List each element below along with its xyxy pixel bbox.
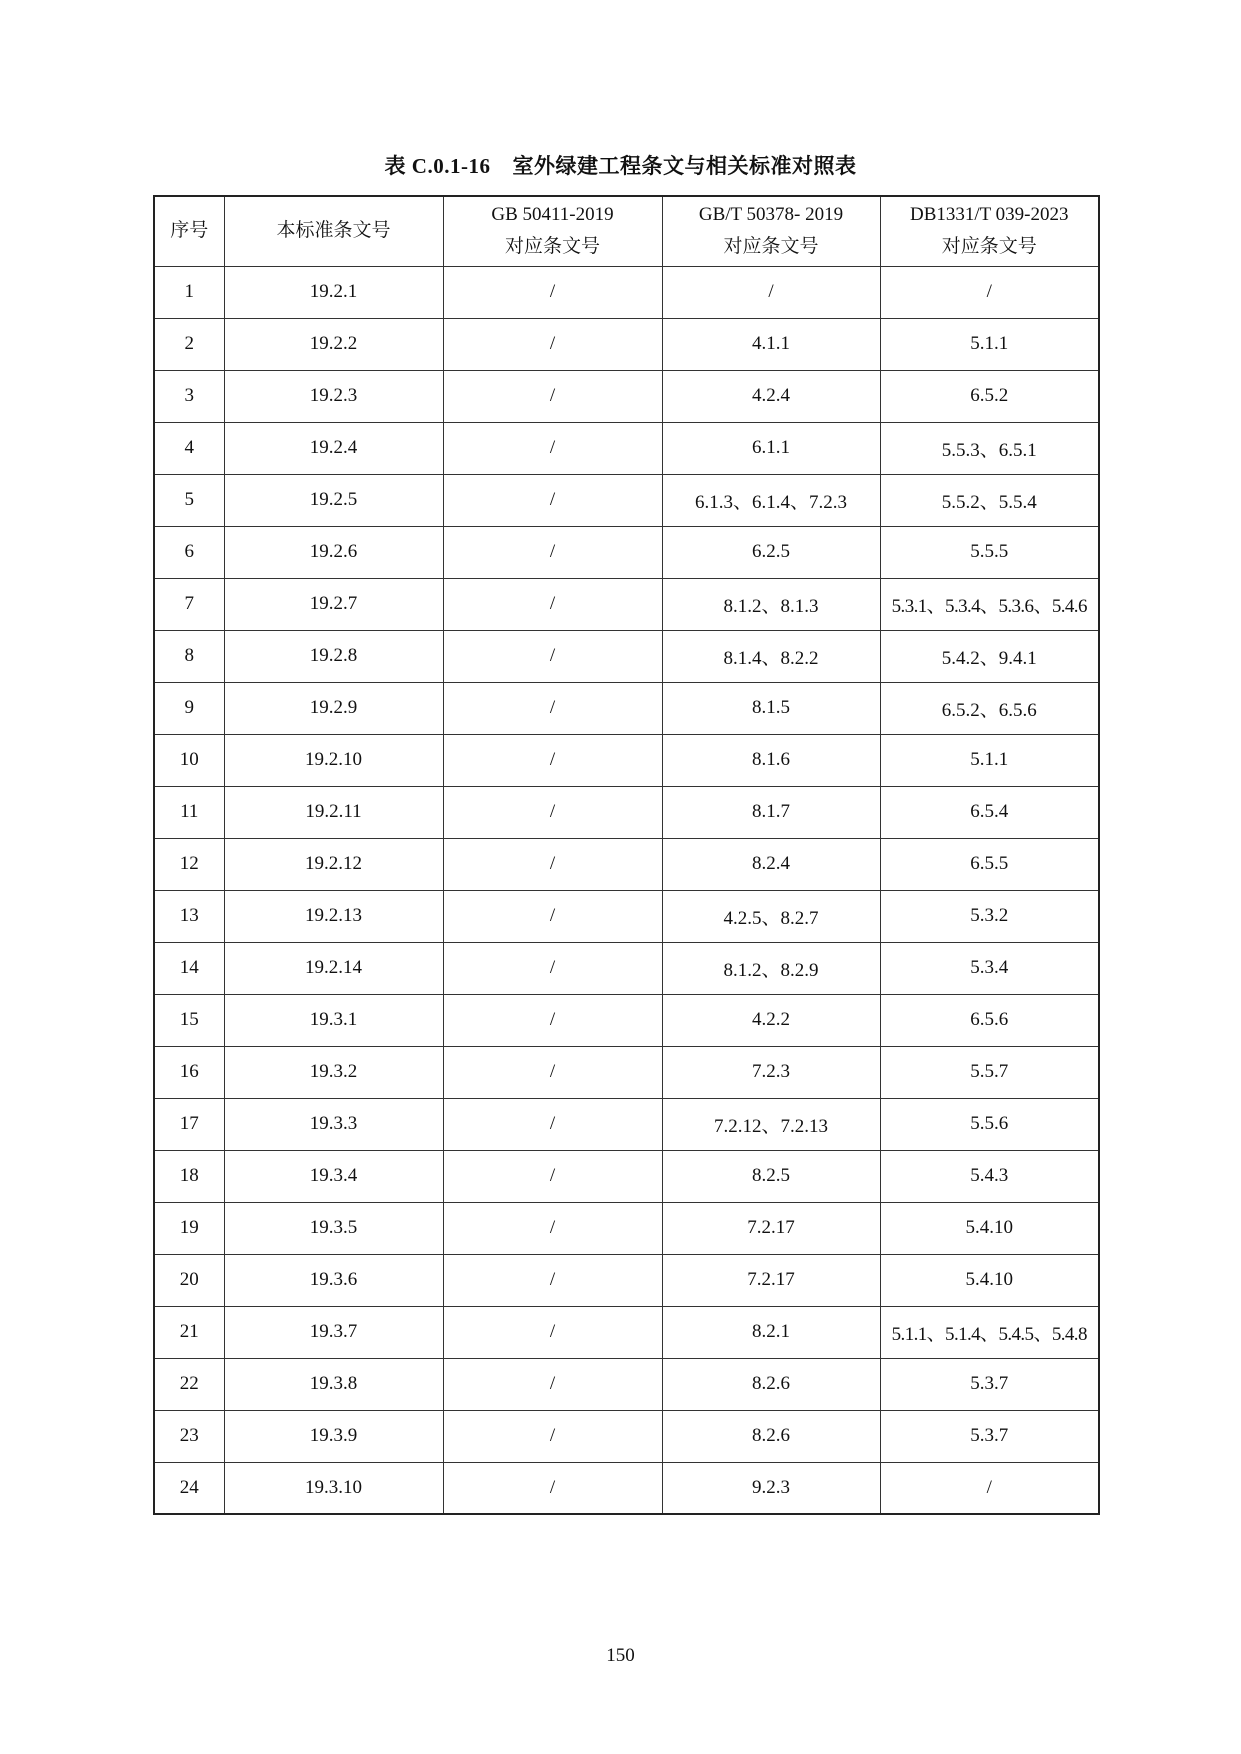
table-row: [154, 682, 1099, 734]
cell-db1331: 5.5.6: [880, 1098, 1099, 1150]
cell-seq: 16: [154, 1046, 224, 1098]
cell-gb50411: /: [443, 682, 662, 734]
table-row: [154, 474, 1099, 526]
cell-gb50411: /: [443, 1254, 662, 1306]
cell-clause: 19.2.6: [224, 526, 443, 578]
cell-seq: 18: [154, 1150, 224, 1202]
cell-db1331: 5.1.1: [880, 734, 1099, 786]
header-gbt50378-sub: 对应条文号: [723, 236, 819, 258]
comparison-table: [153, 195, 1100, 1515]
cell-clause: 19.2.10: [224, 734, 443, 786]
cell-clause: 19.3.7: [224, 1306, 443, 1358]
cell-seq: 9: [154, 682, 224, 734]
cell-db1331: 5.3.2: [880, 890, 1099, 942]
cell-gb50411: /: [443, 318, 662, 370]
cell-gb50411: /: [443, 890, 662, 942]
cell-clause: 19.3.10: [224, 1462, 443, 1514]
cell-gb50411: /: [443, 1462, 662, 1514]
header-gbt50378: [662, 196, 880, 266]
cell-db1331: 5.3.7: [880, 1358, 1099, 1410]
cell-db1331: 5.3.1、5.3.4、5.3.6、5.4.6: [880, 578, 1099, 630]
cell-db1331: 6.5.5: [880, 838, 1099, 890]
cell-gbt50378: 8.1.5: [662, 682, 880, 734]
cell-clause: 19.2.2: [224, 318, 443, 370]
table-row: [154, 1410, 1099, 1462]
cell-seq: 8: [154, 630, 224, 682]
cell-db1331: 5.5.5: [880, 526, 1099, 578]
header-gbt50378-standard: GB/T 50378- 2019: [698, 204, 844, 226]
table-row: [154, 578, 1099, 630]
table-row: [154, 526, 1099, 578]
cell-db1331: 6.5.2: [880, 370, 1099, 422]
cell-gbt50378: 8.1.2、8.1.3: [662, 578, 880, 630]
table-row: [154, 318, 1099, 370]
cell-clause: 19.2.3: [224, 370, 443, 422]
cell-gb50411: /: [443, 630, 662, 682]
cell-seq: 10: [154, 734, 224, 786]
cell-clause: 19.3.5: [224, 1202, 443, 1254]
cell-db1331: 5.5.7: [880, 1046, 1099, 1098]
cell-gbt50378: 4.2.2: [662, 994, 880, 1046]
cell-seq: 14: [154, 942, 224, 994]
cell-gb50411: /: [443, 526, 662, 578]
cell-db1331: 5.4.10: [880, 1202, 1099, 1254]
table-row: [154, 890, 1099, 942]
cell-clause: 19.2.7: [224, 578, 443, 630]
cell-seq: 1: [154, 266, 224, 318]
header-db1331-standard: DB1331/T 039-2023: [909, 204, 1069, 226]
cell-gb50411: /: [443, 266, 662, 318]
table-row: [154, 1046, 1099, 1098]
cell-clause: 19.3.4: [224, 1150, 443, 1202]
cell-gb50411: /: [443, 1306, 662, 1358]
table-label: 表 C.0.1-16: [384, 154, 491, 178]
cell-gb50411: /: [443, 370, 662, 422]
cell-clause: 19.2.13: [224, 890, 443, 942]
cell-gb50411: /: [443, 1202, 662, 1254]
cell-gbt50378: 4.1.1: [662, 318, 880, 370]
table-body: [154, 266, 1099, 1514]
cell-clause: 19.2.14: [224, 942, 443, 994]
table-row: [154, 422, 1099, 474]
cell-gbt50378: 8.2.6: [662, 1410, 880, 1462]
cell-clause: 19.2.11: [224, 786, 443, 838]
cell-clause: 19.2.1: [224, 266, 443, 318]
cell-db1331: 5.4.3: [880, 1150, 1099, 1202]
cell-db1331: 5.3.7: [880, 1410, 1099, 1462]
table-row: [154, 786, 1099, 838]
cell-gb50411: /: [443, 994, 662, 1046]
header-db1331: [880, 196, 1099, 266]
page-number: 150: [606, 1645, 635, 1666]
cell-gbt50378: 6.1.1: [662, 422, 880, 474]
cell-seq: 17: [154, 1098, 224, 1150]
cell-db1331: /: [880, 266, 1099, 318]
table-row: [154, 734, 1099, 786]
cell-db1331: 5.5.2、5.5.4: [880, 474, 1099, 526]
cell-seq: 7: [154, 578, 224, 630]
cell-gbt50378: 4.2.4: [662, 370, 880, 422]
cell-clause: 19.3.3: [224, 1098, 443, 1150]
cell-gbt50378: 6.1.3、6.1.4、7.2.3: [662, 474, 880, 526]
cell-gbt50378: 7.2.12、7.2.13: [662, 1098, 880, 1150]
cell-gbt50378: /: [662, 266, 880, 318]
cell-db1331: 5.4.2、9.4.1: [880, 630, 1099, 682]
cell-seq: 12: [154, 838, 224, 890]
cell-clause: 19.3.8: [224, 1358, 443, 1410]
table-row: [154, 994, 1099, 1046]
table-header-row: [154, 196, 1099, 266]
table-row: [154, 838, 1099, 890]
cell-gb50411: /: [443, 1150, 662, 1202]
table-row: [154, 1202, 1099, 1254]
cell-clause: 19.2.4: [224, 422, 443, 474]
cell-seq: 21: [154, 1306, 224, 1358]
table-row: [154, 1150, 1099, 1202]
table-row: [154, 942, 1099, 994]
cell-gbt50378: 8.2.4: [662, 838, 880, 890]
table-row: [154, 1462, 1099, 1514]
cell-gbt50378: 4.2.5、8.2.7: [662, 890, 880, 942]
cell-gbt50378: 6.2.5: [662, 526, 880, 578]
cell-gbt50378: 8.1.6: [662, 734, 880, 786]
cell-seq: 24: [154, 1462, 224, 1514]
cell-gbt50378: 9.2.3: [662, 1462, 880, 1514]
cell-clause: 19.3.2: [224, 1046, 443, 1098]
header-gb50411-standard: GB 50411-2019: [491, 204, 614, 226]
cell-gbt50378: 7.2.17: [662, 1254, 880, 1306]
cell-gbt50378: 8.1.4、8.2.2: [662, 630, 880, 682]
cell-gb50411: /: [443, 1046, 662, 1098]
cell-gbt50378: 7.2.17: [662, 1202, 880, 1254]
table-row: [154, 1306, 1099, 1358]
cell-seq: 3: [154, 370, 224, 422]
cell-clause: 19.2.12: [224, 838, 443, 890]
table-row: [154, 266, 1099, 318]
cell-gbt50378: 8.2.6: [662, 1358, 880, 1410]
cell-seq: 4: [154, 422, 224, 474]
header-db1331-sub: 对应条文号: [941, 236, 1037, 258]
cell-gb50411: /: [443, 474, 662, 526]
cell-seq: 22: [154, 1358, 224, 1410]
cell-seq: 6: [154, 526, 224, 578]
cell-clause: 19.2.9: [224, 682, 443, 734]
cell-db1331: 6.5.4: [880, 786, 1099, 838]
table-row: [154, 1098, 1099, 1150]
header-clause: 本标准条文号: [224, 196, 443, 266]
cell-seq: 20: [154, 1254, 224, 1306]
cell-clause: 19.3.1: [224, 994, 443, 1046]
cell-gbt50378: 8.1.2、8.2.9: [662, 942, 880, 994]
cell-gbt50378: 8.1.7: [662, 786, 880, 838]
table-row: [154, 370, 1099, 422]
cell-gb50411: /: [443, 734, 662, 786]
cell-gb50411: /: [443, 838, 662, 890]
table-row: [154, 1358, 1099, 1410]
cell-seq: 11: [154, 786, 224, 838]
cell-clause: 19.3.9: [224, 1410, 443, 1462]
cell-gb50411: /: [443, 1098, 662, 1150]
cell-gb50411: /: [443, 942, 662, 994]
table-title: [0, 150, 1241, 180]
cell-db1331: 5.1.1: [880, 318, 1099, 370]
cell-clause: 19.2.5: [224, 474, 443, 526]
cell-db1331: 5.5.3、6.5.1: [880, 422, 1099, 474]
cell-gb50411: /: [443, 578, 662, 630]
cell-db1331: 6.5.2、6.5.6: [880, 682, 1099, 734]
header-seq: 序号: [154, 196, 224, 266]
table-caption: 室外绿建工程条文与相关标准对照表: [512, 154, 857, 178]
cell-seq: 19: [154, 1202, 224, 1254]
cell-gb50411: /: [443, 1410, 662, 1462]
cell-seq: 15: [154, 994, 224, 1046]
cell-seq: 13: [154, 890, 224, 942]
cell-db1331: 5.4.10: [880, 1254, 1099, 1306]
table-row: [154, 630, 1099, 682]
cell-clause: 19.3.6: [224, 1254, 443, 1306]
cell-seq: 5: [154, 474, 224, 526]
cell-gbt50378: 7.2.3: [662, 1046, 880, 1098]
cell-db1331: 5.3.4: [880, 942, 1099, 994]
cell-gbt50378: 8.2.1: [662, 1306, 880, 1358]
cell-gbt50378: 8.2.5: [662, 1150, 880, 1202]
cell-db1331: 5.1.1、5.1.4、5.4.5、5.4.8: [880, 1306, 1099, 1358]
cell-seq: 23: [154, 1410, 224, 1462]
cell-seq: 2: [154, 318, 224, 370]
cell-gb50411: /: [443, 786, 662, 838]
table-row: [154, 1254, 1099, 1306]
cell-db1331: /: [880, 1462, 1099, 1514]
cell-gb50411: /: [443, 1358, 662, 1410]
cell-gb50411: /: [443, 422, 662, 474]
cell-clause: 19.2.8: [224, 630, 443, 682]
cell-db1331: 6.5.6: [880, 994, 1099, 1046]
header-gb50411: [443, 196, 662, 266]
header-gb50411-sub: 对应条文号: [504, 236, 600, 258]
